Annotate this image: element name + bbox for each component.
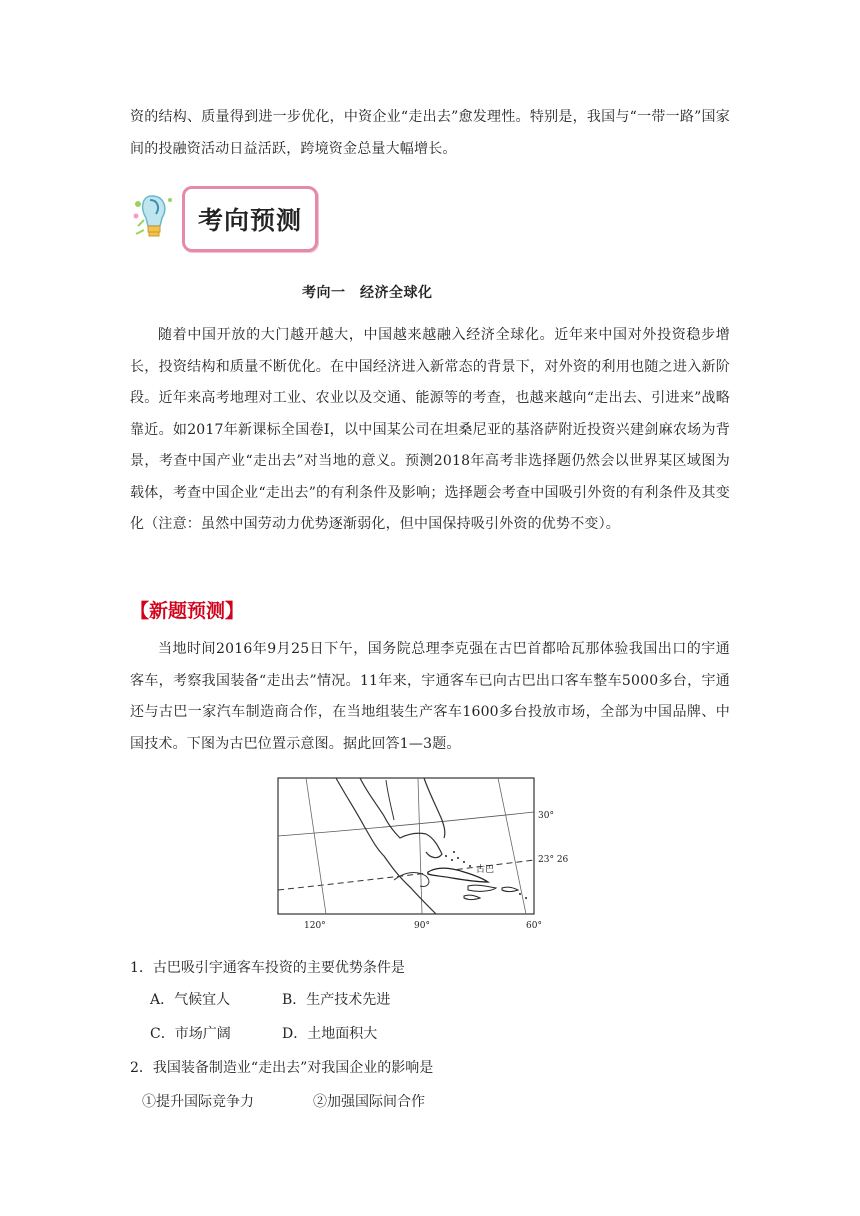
section-paragraph: 随着中国开放的大门越开越大，中国越来越融入经济全球化。近年来中国对外投资稳步增长，投资结构和质量不断优化。在中国经济进入新常态的背景下，对外资的利用也随之进入新阶段。近年来高考地理对工业、农业以及交通、能源等的考查，也越来越向“走出去、引进来”战略靠近。如2017年新课标全国卷Ⅰ，以中国某公司在坦桑尼亚的基洛萨附近投资兴建剑麻农场为背景，考查中国产业“走出去”对当地的意义。预测2018年高考非选择题仍然会以世界某区域图为载体，考查中国企业“走出去”的有利条件及影响；选择题会考查中国吸引外资的有利条件及其变化（注意：虽然中国劳动力优势逐渐弱化，但中国保持吸引外资的优势不变）。 xyxy=(130,327,730,532)
lat-label-tropic: 23° 26′ xyxy=(538,855,568,865)
question-1-option-d: D．土地面积大 xyxy=(282,1026,378,1042)
lat-label-30: 30° xyxy=(538,811,554,821)
lon-label-60: 60° xyxy=(526,921,542,931)
map-figure xyxy=(276,776,568,936)
question-1-option-a: A．气候宜人 xyxy=(150,992,231,1008)
new-question-title: 【新题预测】 xyxy=(130,600,245,622)
question-1-option-c: C．市场广阔 xyxy=(150,1026,231,1042)
intro-paragraph: 资的结构、质量得到进一步优化，中资企业“走出去”愈发理性。特别是，我国与“一带一路”国家间的投融资活动日益活跃，跨境资金总量大幅增长。 xyxy=(130,109,730,157)
lon-label-120: 120° xyxy=(304,921,326,931)
question-2-stem: 2．我国装备制造业“走出去”对我国企业的影响是 xyxy=(130,1060,434,1076)
question-intro: 当地时间2016年9月25日下午，国务院总理李克强在古巴首都哈瓦那体验我国出口的宇通客车，考察我国装备“走出去”情况。11年来，宇通客车已向古巴出口客车整车5000多台，宇通还与古巴一家汽车制造商合作，在当地组装生产客车1600多台投放市场，全部为中国品牌、中国技术。下图为古巴位置示意图。据此回答1—3题。 xyxy=(130,641,730,752)
question-1-option-b: B．生产技术先进 xyxy=(282,992,391,1008)
question-1-stem: 1．古巴吸引宇通客车投资的主要优势条件是 xyxy=(130,960,405,976)
lon-label-90: 90° xyxy=(414,921,430,931)
forecast-badge xyxy=(130,184,320,252)
badge-label: 考向预测 xyxy=(197,206,302,235)
badge-frame xyxy=(182,186,318,252)
lightbulb-icon xyxy=(130,190,178,246)
cuba-label: 古巴 xyxy=(476,865,495,875)
cuba-location-map xyxy=(276,776,568,936)
section-title: 考向一 经济全球化 xyxy=(302,285,433,301)
question-2-item-2: ②加强国际间合作 xyxy=(313,1094,425,1110)
question-2-item-1: ①提升国际竞争力 xyxy=(142,1094,254,1110)
